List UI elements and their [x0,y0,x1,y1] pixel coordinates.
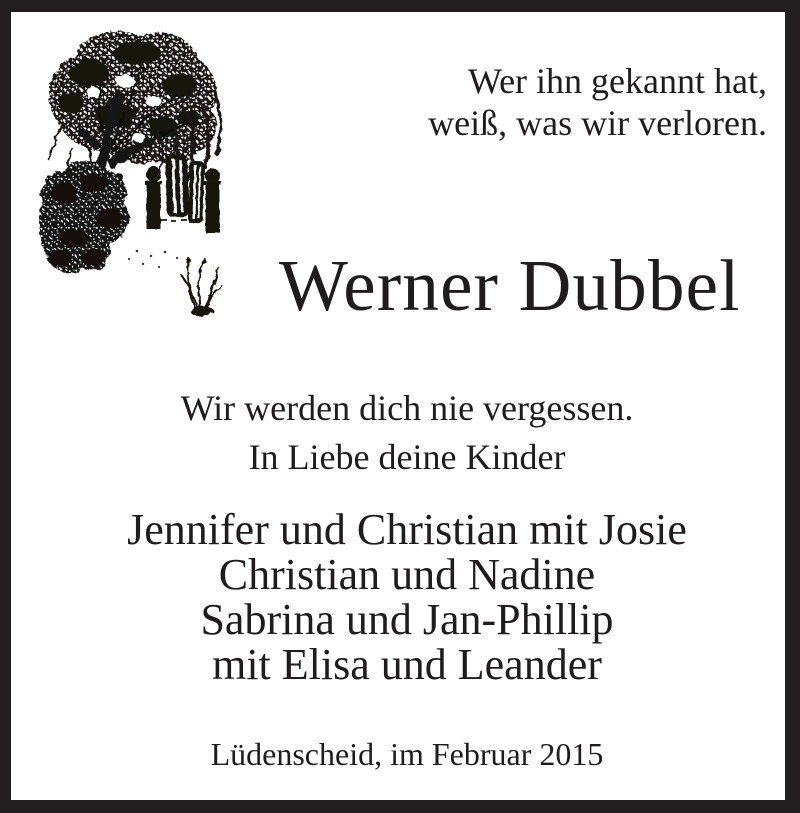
memorial-quote [428,60,767,144]
tree-and-garden-gate-illustration [39,23,223,321]
family-line-1: Jennifer und Christian mit Josie [127,505,687,554]
family-line-4: mit Elisa und Leander [212,640,602,689]
family-line-3: Sabrina und Jan-Phillip [200,595,614,644]
deceased-name: Werner Dubbel [279,245,741,326]
tribute-line-2: In Liebe deine Kinder [248,437,566,477]
tree-canopy [49,31,221,183]
family-line-2: Christian und Nadine [218,550,596,599]
memorial-quote-line-2: weiß, was wir verloren. [428,103,767,143]
dateline: Lüdenscheid, im Februar 2015 [210,736,604,772]
memorial-quote-line-1: Wer ihn gekannt hat, [467,61,767,101]
tribute-line-1: Wir werden dich nie vergessen. [180,388,634,428]
family-names [20,507,794,687]
grass-tuft [181,259,221,316]
